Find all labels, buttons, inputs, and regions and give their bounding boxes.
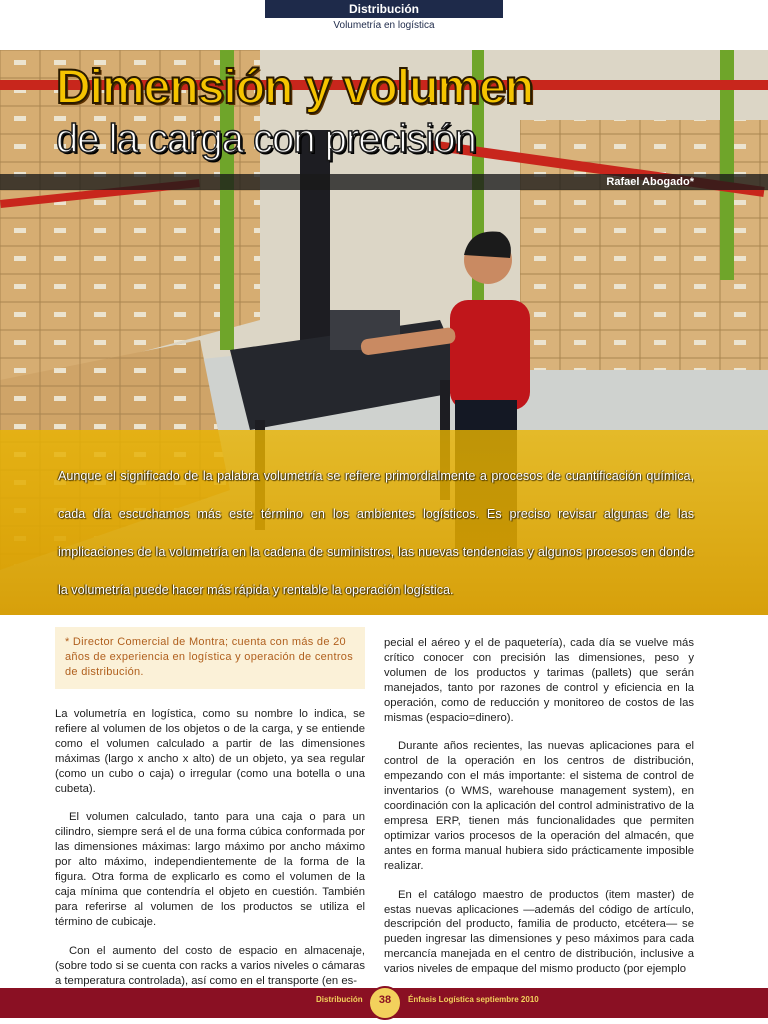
article-title: Dimensión y volumen [56,61,534,114]
section-label: Distribución [348,2,419,16]
body-paragraph: pecial el aéreo y el de paquetería), cada día se vuelve más crítico conocer con precisión las dimensiones, peso y volumen de los productos y tarimas (pallets) que serán manejados, tanto por razones de control y eficiencia en la operación, como de reducción y monitoreo de costos de las mismas (espacio=dinero). [384,637,694,724]
author-name: Rafael Abogado* [606,176,694,188]
body-paragraph: Durante años recientes, las nuevas aplicaciones para el control de la operación en los centros de distribución, empezando con el más importante: el sistema de control de inventarios (o WMS, warehouse management system), en coordinación con la aplicación del control administrativo de la empresa ERP, tienen más funcionalidades que permiten optimizar varios procesos de la operación del almacén, que antes en forma manual hubiera sido prácticamente imposible realizar. [384,740,694,872]
lead-paragraph: Aunque el significado de la palabra volumetría se refiere primordialmente a procesos de cuantificación química, cada día escuchamos más este término en los ambientes logísticos. Es preciso revisar algunas de las implicaciones de la volumetría en la cadena de suministros, las nuevas tendencias y algunos procesos en donde la volumetría puede hacer más rápida y rentable la operación logística. [58,469,694,597]
section-subtitle: Volumetría en logística [333,20,435,31]
footer-section-label: Distribución [316,995,363,1004]
footer-publication: Énfasis Logística septiembre 2010 [408,995,539,1004]
body-paragraph: El volumen calculado, tanto para una caja o para un cilindro, siempre será el de una forma cúbica conformada por las dimensiones máximas: largo máximo por ancho máximo por alto máximo, independientemente de la forma de la figura. Otra forma de explicarlo es como el volumen de la caja mínima que contendría el objeto en cuestión. También para referirse al volumen de los productos se utiliza el término de cubicaje. [55,811,365,928]
page-number: 38 [378,994,392,1006]
body-paragraph: En el catálogo maestro de productos (item master) de estas nuevas aplicaciones —además del código de artículo, descripción del producto, familia de producto, etcétera— se pueden ingresar las dimensiones y peso máximos para cada mercancía manejada en el centro de distribución, inclusive a varios niveles de empaque del mismo producto (por ejemplo [384,888,694,976]
body-paragraph: Con el aumento del costo de espacio en almacenaje, (sobre todo si se cuenta con racks a varios niveles o cámaras a temperatura controlada), así como en el transporte (en es- [55,944,365,987]
author-footnote: * Director Comercial de Montra; cuenta con más de 20 años de experiencia en logística y operación de centros de distribución. [65,636,354,678]
body-column-right [384,636,694,991]
section-header-band [265,0,503,18]
article-subtitle: de la carga con precisión [56,117,476,161]
author-footnote-box [55,627,365,689]
body-paragraph: La volumetría en logística, como su nombre lo indica, se refiere al volumen de los objetos o de la carga, y se entiende como el volumen calculado a partir de las dimensiones máximas (largo x ancho x alto) de un objeto, ya sea regular (como un cubo o caja) o irregular (como una botella o una cubeta). [55,708,365,795]
body-column-left [55,707,365,1002]
